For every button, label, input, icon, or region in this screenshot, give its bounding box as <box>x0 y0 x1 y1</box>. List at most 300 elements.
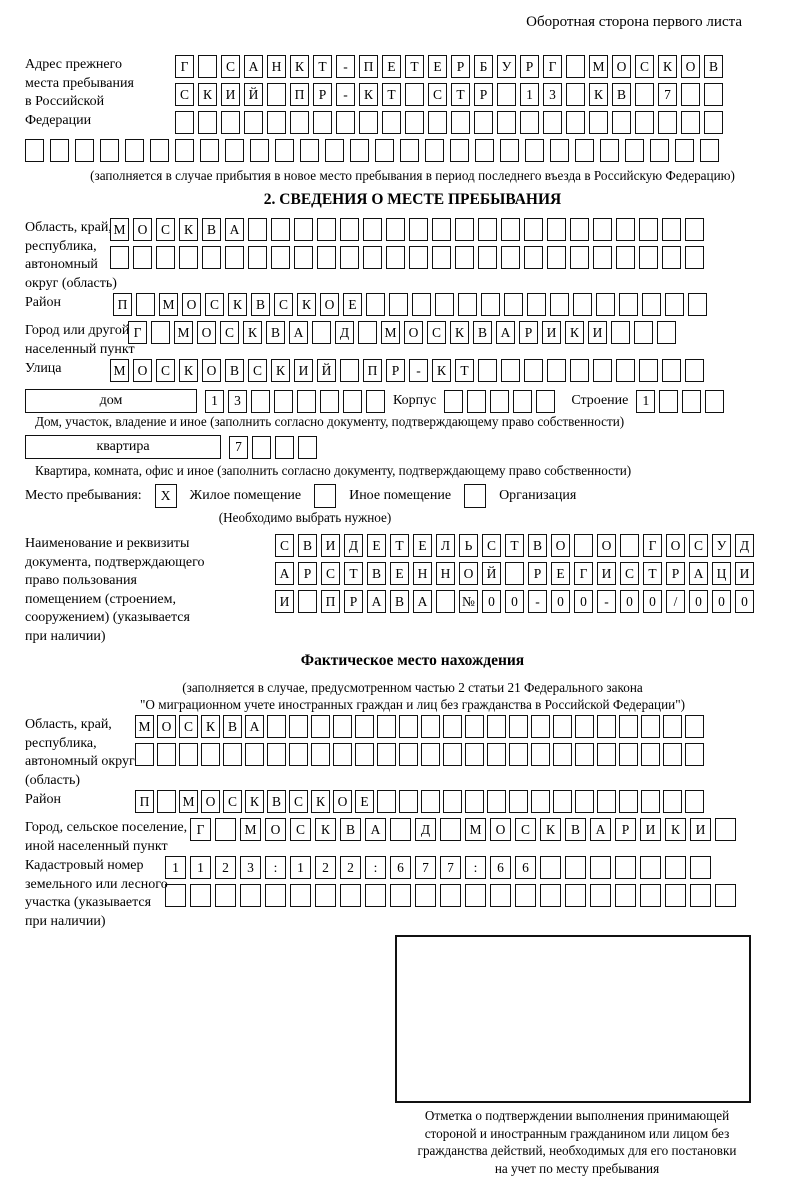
text-line: при наличии) <box>25 628 106 644</box>
char-cell <box>675 139 694 162</box>
char-cell: В <box>390 590 409 613</box>
char-cell <box>662 246 681 269</box>
char-cell: Д <box>415 818 436 841</box>
text-line: Наименование и реквизиты <box>25 536 190 551</box>
char-cell: А <box>289 321 308 344</box>
char-cell <box>475 139 494 162</box>
char-cell <box>566 55 585 78</box>
text-line: Адрес прежнего <box>25 57 122 72</box>
char-cell <box>275 139 294 162</box>
char-cell <box>399 743 418 766</box>
char-cell: В <box>565 818 586 841</box>
char-cell: С <box>156 218 175 241</box>
fact-raion-label: Район <box>25 792 61 807</box>
char-cell <box>465 743 484 766</box>
doc-grid <box>275 534 758 618</box>
char-cell: Г <box>574 562 593 585</box>
confirmation-stamp-box <box>395 935 751 1103</box>
char-cell: В <box>225 359 244 382</box>
char-cell <box>657 321 676 344</box>
char-cell: Р <box>666 562 685 585</box>
char-cell <box>513 390 532 413</box>
char-cell: И <box>294 359 313 382</box>
char-cell <box>616 246 635 269</box>
char-cell <box>615 884 636 907</box>
char-cell: О <box>157 715 176 738</box>
char-cell <box>575 790 594 813</box>
char-cell: М <box>135 715 154 738</box>
char-row-dom <box>205 390 389 413</box>
char-cell <box>201 743 220 766</box>
char-cell <box>100 139 119 162</box>
char-cell <box>215 884 236 907</box>
text-line: в Российской <box>25 94 105 109</box>
char-cell: О <box>404 321 423 344</box>
char-cell <box>390 884 411 907</box>
char-cell <box>179 246 198 269</box>
char-row-kadastr-2 <box>165 884 740 907</box>
char-cell: О <box>551 534 570 557</box>
char-cell: 3 <box>240 856 261 879</box>
char-cell <box>639 359 658 382</box>
char-cell <box>443 715 462 738</box>
char-cell <box>685 218 704 241</box>
char-cell: Р <box>519 321 538 344</box>
char-cell <box>366 293 385 316</box>
char-row-kadastr-1 <box>165 856 740 879</box>
char-cell <box>682 390 701 413</box>
char-cell <box>681 83 700 106</box>
char-cell <box>700 139 719 162</box>
char-cell <box>616 359 635 382</box>
char-cell <box>289 743 308 766</box>
char-cell <box>294 246 313 269</box>
char-cell: О <box>490 818 511 841</box>
char-cell: О <box>666 534 685 557</box>
char-cell: 0 <box>735 590 754 613</box>
char-cell <box>685 246 704 269</box>
char-row-korpus <box>444 390 559 413</box>
checkbox-inoe <box>314 484 336 508</box>
char-cell <box>320 390 339 413</box>
char-cell: С <box>179 715 198 738</box>
char-cell <box>451 111 470 134</box>
text-line: участка (указывается <box>25 895 152 910</box>
char-cell <box>377 715 396 738</box>
text-line: Область, край, <box>25 220 112 235</box>
char-cell <box>366 390 385 413</box>
char-cell <box>443 743 462 766</box>
char-cell: Й <box>317 359 336 382</box>
text-line: иной населенный пункт <box>25 838 168 854</box>
char-cell: 0 <box>482 590 501 613</box>
char-cell: С <box>635 55 654 78</box>
char-cell: С <box>321 562 340 585</box>
char-cell: В <box>266 321 285 344</box>
s2-oblast-label <box>25 218 117 293</box>
char-cell <box>405 83 424 106</box>
char-cell: К <box>243 321 262 344</box>
char-cell: 1 <box>205 390 224 413</box>
char-cell: 0 <box>643 590 662 613</box>
char-cell <box>450 139 469 162</box>
char-cell: В <box>340 818 361 841</box>
char-cell <box>524 359 543 382</box>
text-line: помещением (строением, <box>25 591 176 607</box>
char-cell: А <box>367 590 386 613</box>
char-cell <box>289 715 308 738</box>
char-cell <box>501 246 520 269</box>
char-cell <box>421 790 440 813</box>
char-cell <box>497 111 516 134</box>
char-cell: В <box>704 55 723 78</box>
char-cell <box>501 359 520 382</box>
char-cell <box>520 111 539 134</box>
prev-address-label <box>25 55 175 130</box>
text-line: Федерации <box>25 112 92 128</box>
char-cell <box>641 790 660 813</box>
char-cell <box>248 218 267 241</box>
char-cell: Р <box>313 83 332 106</box>
char-cell <box>658 111 677 134</box>
char-cell <box>566 83 585 106</box>
char-cell <box>290 884 311 907</box>
char-cell <box>275 436 294 459</box>
char-cell: И <box>597 562 616 585</box>
s2-raion-row <box>25 293 800 321</box>
char-cell <box>685 790 704 813</box>
text-line: Отметка о подтверждении выполнения принимающей <box>424 1108 730 1123</box>
fact-caption-2: "О миграционном учете иностранных граждан и лиц без гражданства в Российской Федерации") <box>140 697 685 712</box>
char-cell <box>565 884 586 907</box>
stamp-caption <box>373 1107 781 1177</box>
char-cell: - <box>597 590 616 613</box>
char-cell: 7 <box>658 83 677 106</box>
char-row-prev-4 <box>25 139 800 162</box>
char-cell <box>355 743 374 766</box>
char-cell: В <box>202 218 221 241</box>
char-cell <box>550 139 569 162</box>
char-cell <box>547 246 566 269</box>
char-cell <box>575 715 594 738</box>
char-cell: 0 <box>505 590 524 613</box>
char-cell: С <box>156 359 175 382</box>
char-cell <box>662 218 681 241</box>
char-cell: М <box>110 359 129 382</box>
char-cell: Б <box>474 55 493 78</box>
text-line: республика, <box>25 735 97 751</box>
char-cell <box>223 743 242 766</box>
char-cell: Р <box>520 55 539 78</box>
char-cell <box>444 390 463 413</box>
char-cell <box>215 818 236 841</box>
char-cell <box>715 884 736 907</box>
fact-caption-1: (заполняется в случае, предусмотренном частью 2 статьи 21 Федерального закона <box>182 680 643 695</box>
fact-oblast-label <box>25 715 135 790</box>
s2-oblast-row <box>25 218 800 293</box>
char-cell <box>443 790 462 813</box>
char-cell <box>136 293 155 316</box>
char-cell <box>340 359 359 382</box>
s2-ulitsa-label: Улица <box>25 361 62 376</box>
char-cell <box>619 743 638 766</box>
char-cell <box>590 856 611 879</box>
char-cell: - <box>336 55 355 78</box>
char-cell: К <box>201 715 220 738</box>
char-cell <box>478 359 497 382</box>
char-cell <box>642 293 661 316</box>
char-cell: С <box>275 534 294 557</box>
char-cell <box>619 715 638 738</box>
char-cell <box>570 218 589 241</box>
char-cell: П <box>113 293 132 316</box>
char-cell <box>359 111 378 134</box>
char-cell: И <box>542 321 561 344</box>
char-cell: В <box>612 83 631 106</box>
char-cell <box>575 139 594 162</box>
char-cell: И <box>321 534 340 557</box>
char-cell <box>597 715 616 738</box>
kvartira-box: квартира <box>25 435 221 459</box>
char-cell <box>250 139 269 162</box>
char-cell <box>435 293 454 316</box>
mesto-prebyvaniya-row <box>25 484 800 508</box>
char-cell: С <box>620 562 639 585</box>
char-cell <box>641 743 660 766</box>
s2-dom-row <box>25 389 800 413</box>
char-cell <box>501 218 520 241</box>
char-cell <box>550 293 569 316</box>
char-cell: В <box>223 715 242 738</box>
char-cell <box>190 884 211 907</box>
char-cell: И <box>690 818 711 841</box>
char-cell <box>540 856 561 879</box>
char-cell: К <box>658 55 677 78</box>
char-cell: Ь <box>459 534 478 557</box>
char-cell <box>612 111 631 134</box>
text-line: населенный пункт <box>25 341 135 357</box>
char-cell: - <box>336 83 355 106</box>
char-cell: О <box>202 359 221 382</box>
char-row-kvartira <box>229 436 321 459</box>
char-cell: 6 <box>390 856 411 879</box>
char-cell: 0 <box>712 590 731 613</box>
char-cell: Г <box>175 55 194 78</box>
char-cell: 0 <box>620 590 639 613</box>
char-cell: К <box>198 83 217 106</box>
char-cell <box>390 818 411 841</box>
char-cell <box>363 218 382 241</box>
char-cell: П <box>359 55 378 78</box>
char-cell <box>596 293 615 316</box>
char-row-prev-2 <box>175 83 727 106</box>
char-row-s2-oblast-2 <box>110 246 708 269</box>
char-cell <box>251 390 270 413</box>
fact-kadastr-grid <box>165 856 740 912</box>
char-cell: М <box>381 321 400 344</box>
char-cell <box>198 55 217 78</box>
char-cell <box>515 884 536 907</box>
char-cell <box>175 111 194 134</box>
char-cell <box>389 293 408 316</box>
char-cell: С <box>427 321 446 344</box>
char-cell <box>547 359 566 382</box>
char-cell: К <box>589 83 608 106</box>
char-cell: Н <box>413 562 432 585</box>
char-cell: 7 <box>440 856 461 879</box>
char-cell <box>313 111 332 134</box>
char-cell <box>363 246 382 269</box>
char-cell: Г <box>543 55 562 78</box>
char-cell <box>663 743 682 766</box>
char-cell: Р <box>615 818 636 841</box>
char-cell <box>455 218 474 241</box>
char-cell <box>333 743 352 766</box>
char-cell: Т <box>405 55 424 78</box>
char-cell: О <box>333 790 352 813</box>
char-cell <box>365 884 386 907</box>
char-cell <box>290 111 309 134</box>
char-cell: Г <box>128 321 147 344</box>
text-line: округ (область) <box>25 275 117 291</box>
char-cell <box>524 218 543 241</box>
char-cell <box>531 743 550 766</box>
char-cell: К <box>179 218 198 241</box>
char-cell: М <box>110 218 129 241</box>
char-cell: Т <box>505 534 524 557</box>
char-cell <box>543 111 562 134</box>
char-cell <box>715 818 736 841</box>
char-cell <box>589 111 608 134</box>
char-cell <box>294 218 313 241</box>
char-cell <box>157 743 176 766</box>
char-cell: К <box>450 321 469 344</box>
char-cell <box>688 293 707 316</box>
char-cell: В <box>267 790 286 813</box>
text-line: право пользования <box>25 573 137 588</box>
char-cell: П <box>321 590 340 613</box>
char-cell <box>157 790 176 813</box>
char-cell <box>465 790 484 813</box>
fact-oblast-row <box>25 715 800 790</box>
char-cell <box>465 715 484 738</box>
char-cell: Г <box>643 534 662 557</box>
char-cell <box>400 139 419 162</box>
char-cell: Т <box>313 55 332 78</box>
char-cell <box>565 856 586 879</box>
char-cell <box>635 111 654 134</box>
char-cell <box>500 139 519 162</box>
char-cell <box>399 715 418 738</box>
char-cell <box>133 246 152 269</box>
char-cell <box>553 715 572 738</box>
char-cell: О <box>265 818 286 841</box>
char-row-fact-oblast-1 <box>135 715 707 738</box>
char-row-prev-3 <box>175 111 727 134</box>
char-cell: Й <box>482 562 501 585</box>
fact-title: Фактическое место нахождения <box>300 652 525 669</box>
char-cell: Е <box>428 55 447 78</box>
char-cell <box>265 884 286 907</box>
char-cell: 0 <box>574 590 593 613</box>
char-cell <box>665 884 686 907</box>
fact-kadastr-row <box>25 856 800 931</box>
char-cell <box>685 715 704 738</box>
char-cell <box>274 390 293 413</box>
char-cell <box>536 390 555 413</box>
text-line: сооружением) (указывается <box>25 610 190 625</box>
char-cell <box>432 246 451 269</box>
option-organizatsiya-label: Организация <box>499 488 577 503</box>
doc-label <box>25 534 275 646</box>
char-cell <box>665 856 686 879</box>
char-cell: О <box>612 55 631 78</box>
char-cell: Е <box>413 534 432 557</box>
char-cell <box>325 139 344 162</box>
s2-kvartira-row <box>25 435 800 459</box>
char-cell <box>509 715 528 738</box>
char-cell <box>355 715 374 738</box>
char-cell: В <box>367 562 386 585</box>
char-cell <box>156 246 175 269</box>
korpus-label: Корпус <box>393 393 437 408</box>
char-cell: К <box>315 818 336 841</box>
char-cell <box>527 293 546 316</box>
char-cell: Д <box>344 534 363 557</box>
char-cell: 2 <box>340 856 361 879</box>
char-cell: М <box>159 293 178 316</box>
char-cell: О <box>681 55 700 78</box>
char-cell: О <box>201 790 220 813</box>
char-cell: : <box>465 856 486 879</box>
char-row-doc-2 <box>275 562 758 585</box>
char-cell <box>165 884 186 907</box>
char-cell <box>75 139 94 162</box>
fact-gorod-row <box>25 818 800 856</box>
char-cell <box>298 590 317 613</box>
char-cell: / <box>666 590 685 613</box>
char-cell: 1 <box>636 390 655 413</box>
s2-ulitsa-row <box>25 359 800 387</box>
char-cell: С <box>220 321 239 344</box>
char-cell <box>50 139 69 162</box>
char-cell <box>490 390 509 413</box>
prev-address-caption: (заполняется в случае прибытия в новое место пребывания в период последнего въезда в Российскую Федерацию) <box>90 168 735 183</box>
char-cell: К <box>228 293 247 316</box>
char-row-doc-3 <box>275 590 758 613</box>
char-cell <box>440 818 461 841</box>
char-cell: У <box>712 534 731 557</box>
char-cell <box>597 743 616 766</box>
char-cell <box>685 359 704 382</box>
char-cell <box>573 293 592 316</box>
char-cell <box>640 856 661 879</box>
char-cell: М <box>174 321 193 344</box>
char-cell <box>312 321 331 344</box>
char-cell: К <box>311 790 330 813</box>
char-cell <box>311 743 330 766</box>
mesto-label: Место пребывания: <box>25 488 142 503</box>
char-cell: А <box>590 818 611 841</box>
char-cell: С <box>221 55 240 78</box>
char-cell <box>297 390 316 413</box>
doc-block <box>25 534 800 646</box>
char-cell: Р <box>344 590 363 613</box>
text-line: автономный округ <box>25 754 135 769</box>
char-cell: : <box>265 856 286 879</box>
char-cell: № <box>459 590 478 613</box>
char-cell: К <box>540 818 561 841</box>
